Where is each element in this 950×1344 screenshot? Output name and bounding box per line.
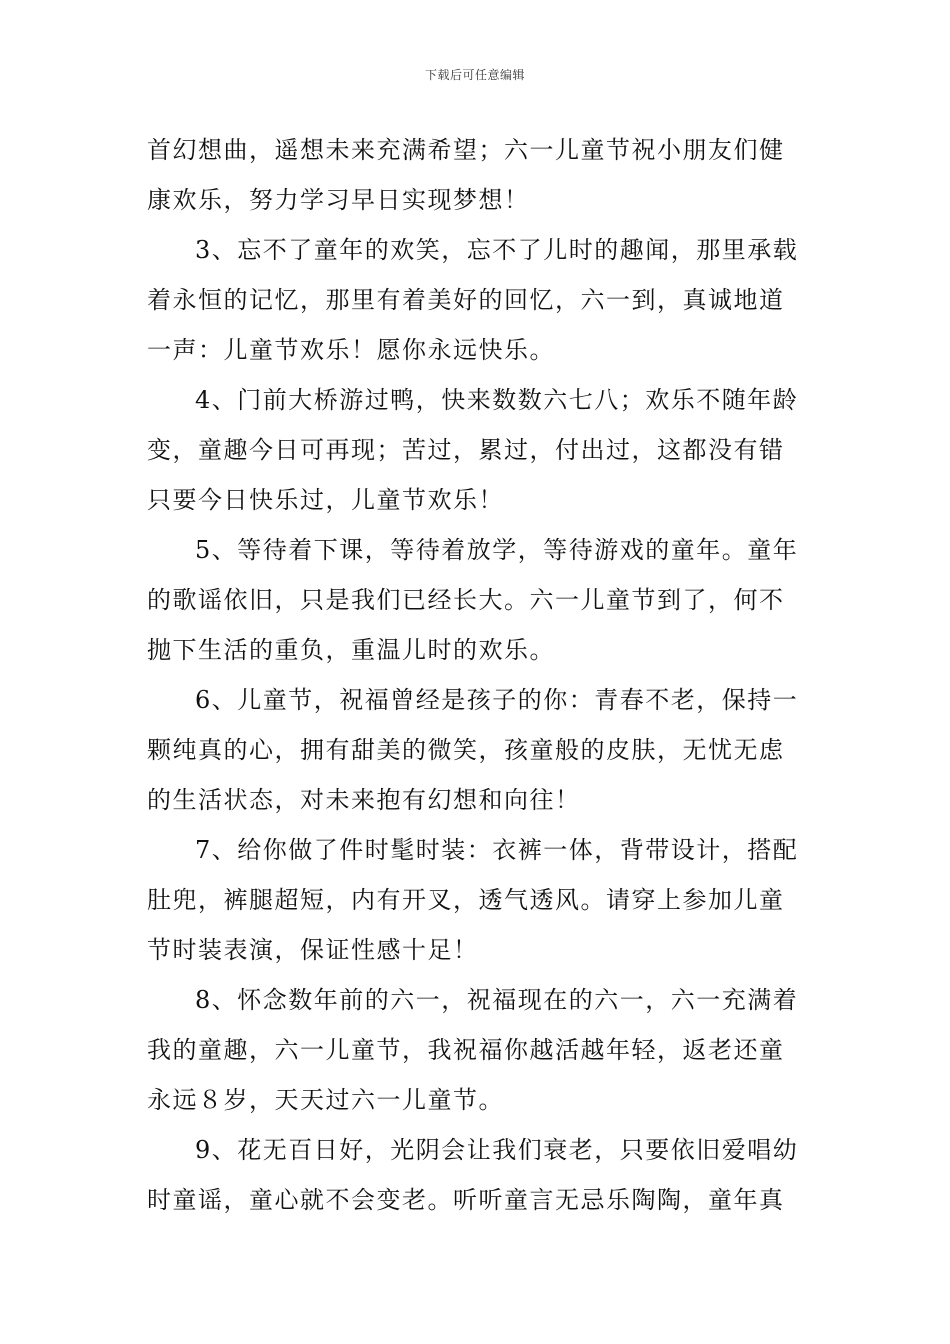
text-line: 8、怀念数年前的六一，祝福现在的六一，六一充满着: [195, 986, 799, 1014]
text-line: 一声：儿童节欢乐！愿你永远快乐。: [147, 336, 555, 364]
text-line: 时童谣，童心就不会变老。听听童言无忌乐陶陶，童年真: [147, 1186, 785, 1214]
document-body: [147, 125, 811, 1225]
page-header: 下载后可任意编辑: [424, 68, 525, 82]
text-line: 7、给你做了件时髦时装：衣裤一体，背带设计，搭配: [195, 836, 799, 864]
text-line: 颗纯真的心，拥有甜美的微笑，孩童般的皮肤，无忧无虑: [147, 736, 785, 764]
text-line: 3、忘不了童年的欢笑，忘不了儿时的趣闻，那里承载: [195, 236, 799, 264]
paragraph: [147, 675, 811, 825]
text-line: 只要今日快乐过，儿童节欢乐！: [147, 486, 504, 514]
paragraph: [147, 975, 811, 1125]
text-line: 首幻想曲，遥想未来充满希望；六一儿童节祝小朋友们健: [147, 136, 785, 164]
text-line: 康欢乐，努力学习早日实现梦想！: [147, 186, 530, 214]
text-line: 抛下生活的重负，重温儿时的欢乐。: [147, 636, 555, 664]
text-line: 着永恒的记忆，那里有着美好的回忆，六一到，真诚地道: [147, 286, 785, 314]
text-line: 永远８岁，天天过六一儿童节。: [147, 1086, 504, 1114]
paragraph: [147, 1125, 811, 1225]
paragraph: [147, 225, 811, 375]
text-line: 9、花无百日好，光阴会让我们衰老，只要依旧爱唱幼: [195, 1136, 799, 1164]
text-line: 肚兜，裤腿超短，内有开叉，透气透风。请穿上参加儿童: [147, 886, 785, 914]
paragraph: [147, 125, 811, 225]
text-line: 4、门前大桥游过鸭，快来数数六七八；欢乐不随年龄: [195, 386, 799, 414]
text-line: 节时装表演，保证性感十足！: [147, 936, 479, 964]
text-line: 的歌谣依旧，只是我们已经长大。六一儿童节到了，何不: [147, 586, 785, 614]
paragraph: [147, 375, 811, 525]
text-line: 我的童趣，六一儿童节，我祝福你越活越年轻，返老还童: [147, 1036, 785, 1064]
text-line: 变，童趣今日可再现；苦过，累过，付出过，这都没有错: [147, 436, 785, 464]
paragraph: [147, 525, 811, 675]
paragraph: [147, 825, 811, 975]
text-line: 5、等待着下课，等待着放学，等待游戏的童年。童年: [195, 536, 799, 564]
text-line: 的生活状态，对未来抱有幻想和向往！: [147, 786, 581, 814]
text-line: 6、儿童节，祝福曾经是孩子的你：青春不老，保持一: [195, 686, 799, 714]
